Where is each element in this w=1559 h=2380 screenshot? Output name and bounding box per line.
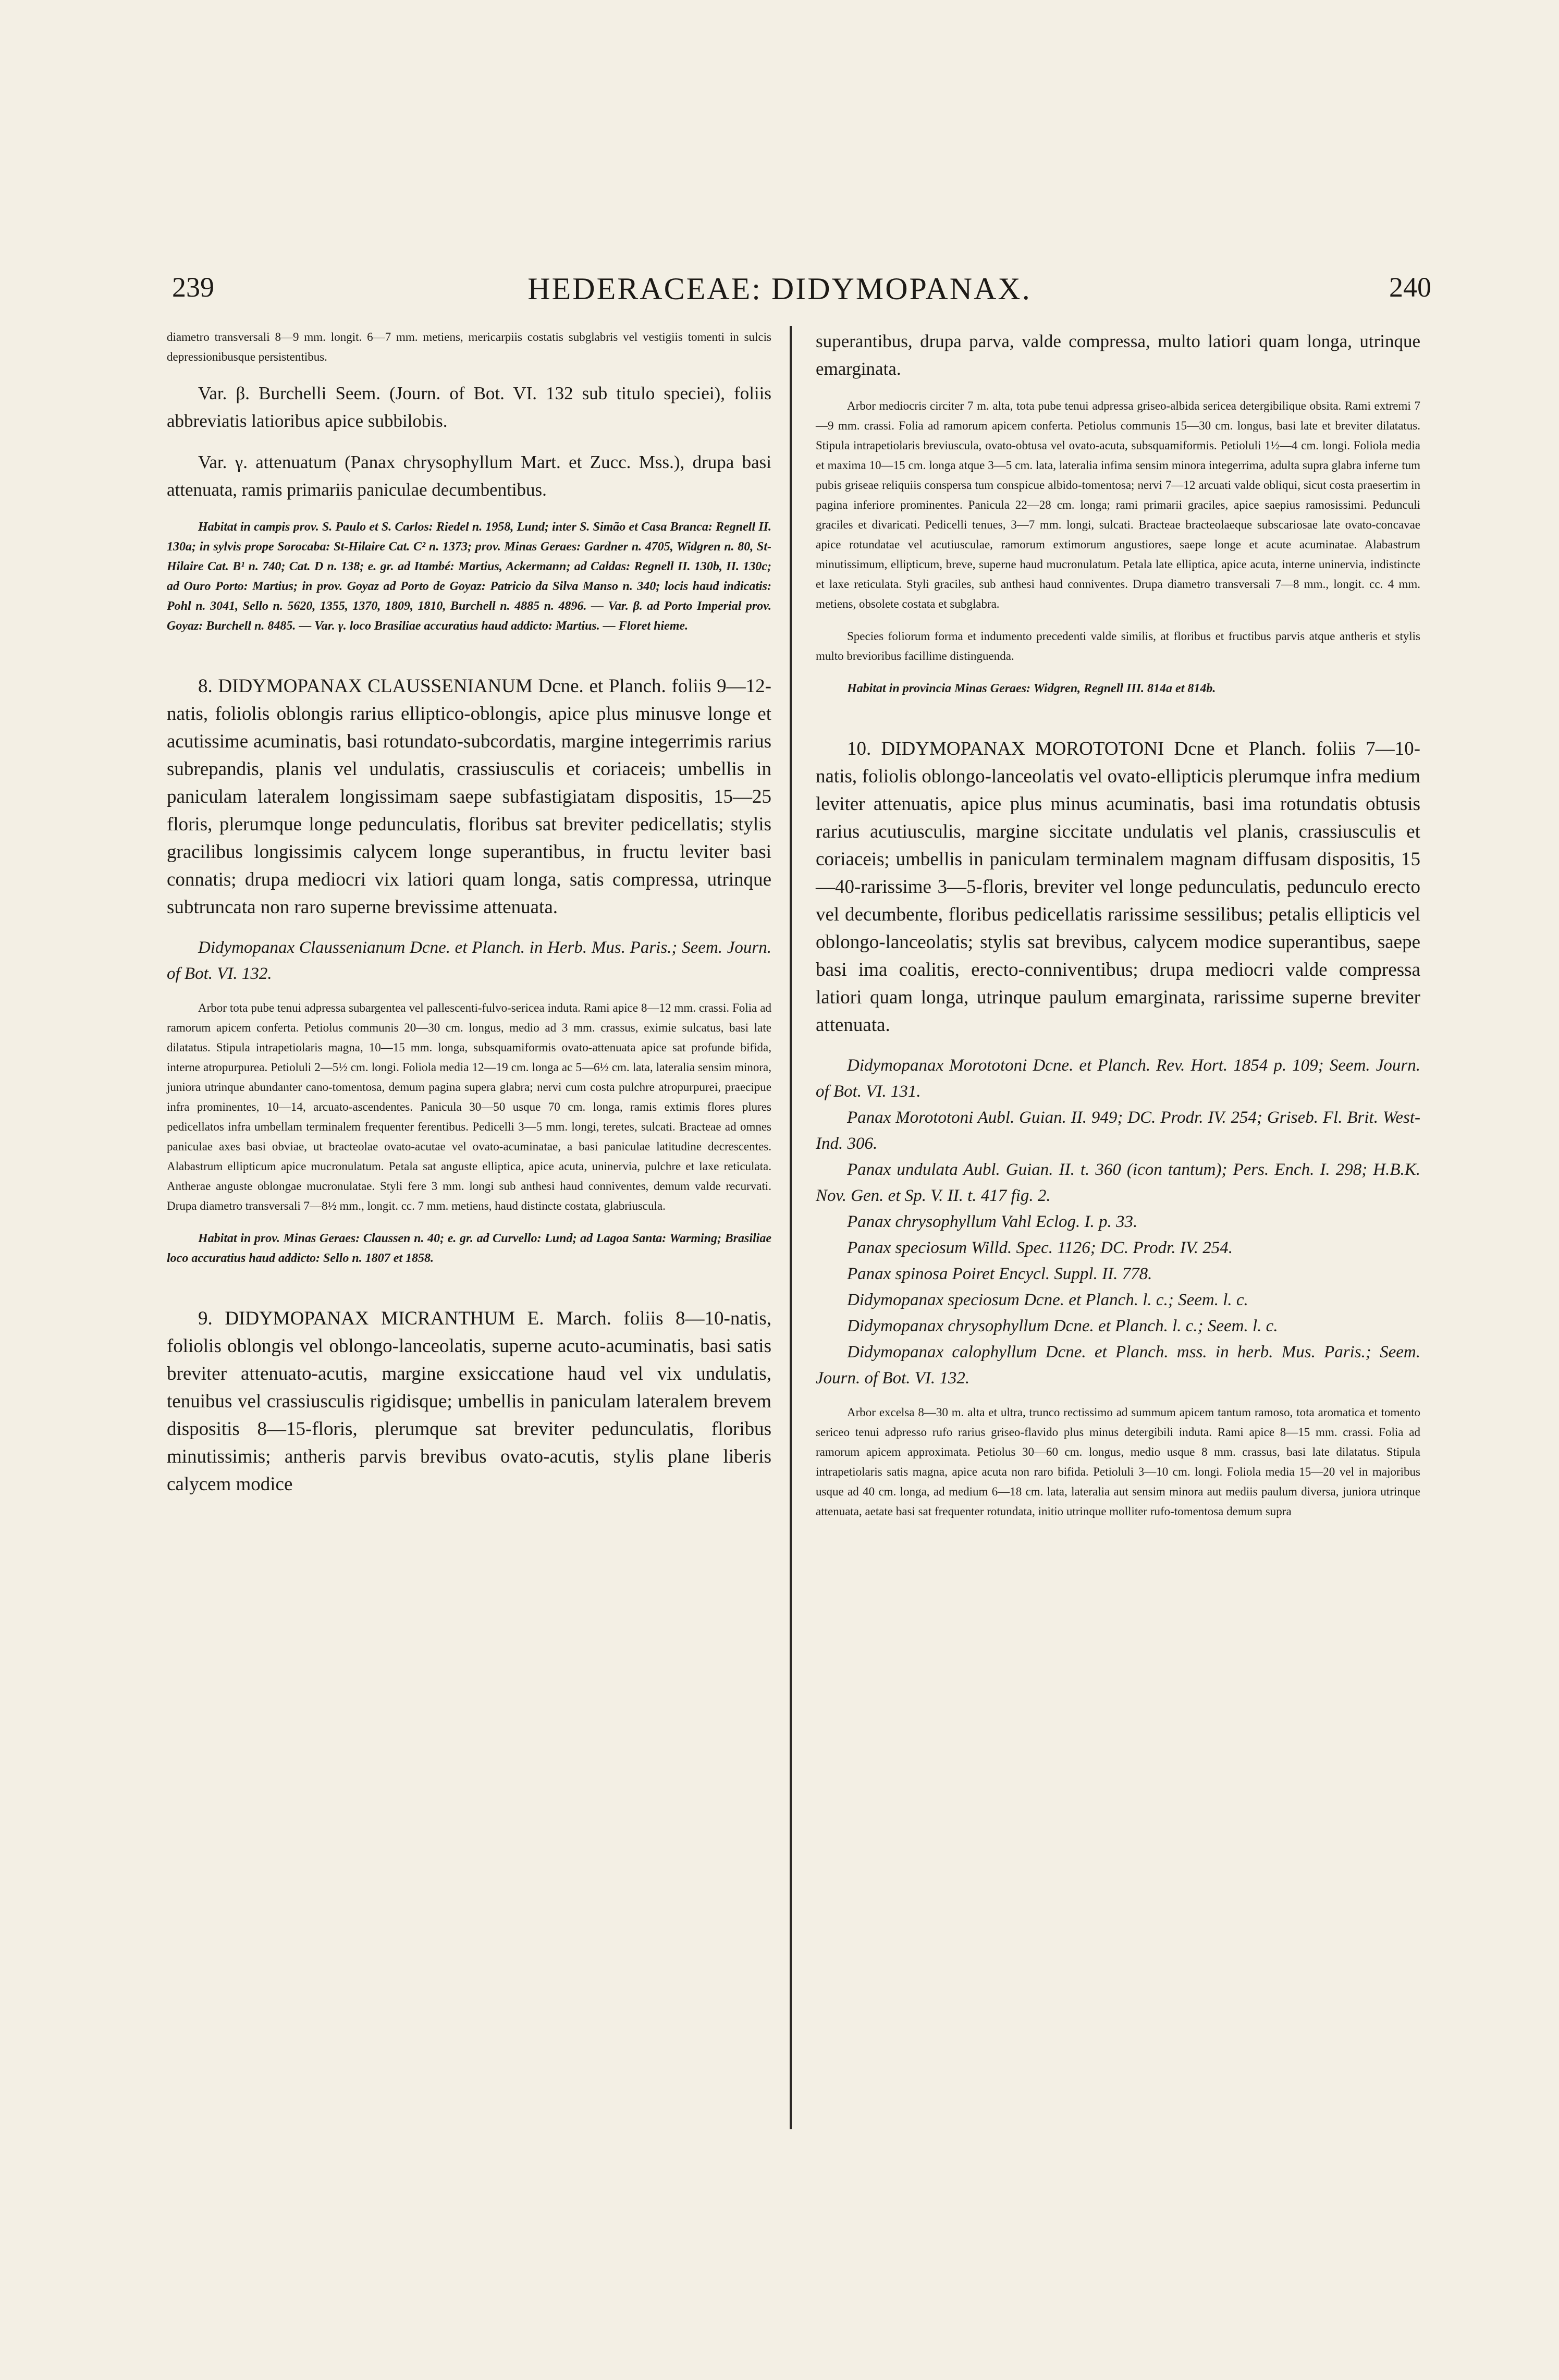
variety-gamma: Var. γ. attenuatum (Panax chrysophyllum Mart. et Zucc. Mss.), drupa basi attenuata, ramis primariis paniculae decumbentibus.: [167, 452, 771, 500]
synonym-line: Panax Morototoni Aubl. Guian. II. 949; DC. Prodr. IV. 254; Griseb. Fl. Brit. West-Ind. 306.: [816, 1108, 1420, 1153]
species-8-synonymy: Didymopanax Claussenianum Dcne. et Planch. in Herb. Mus. Paris.; Seem. Journ. of Bot. VI. 132.: [167, 938, 771, 983]
species-8-description: Arbor tota pube tenui adpressa subargentea vel pallescenti-fulvo-sericea induta. Rami apice 8—12 mm. crassi. Folia ad ramorum apicem conferta. Petiolus communis 20—30 cm. longus, medio ad 3 mm. crassus, eximie sulcatus, basi late dilatatus. Stipula intrapetiolaris magna, 10—15 mm. longa, subsquamiformis ovato-attenuata apice sat profunde bifida, interne atropurpurea. Petioluli 2—5½ cm. longi. Foliola media 12—19 cm. longa ac 5—6½ cm. lata, lateralia sensim minora, juniora utrinque abundanter cano-tomentosa, demum pagina supera glabra; nervi cum costa pulchre atropurpurei, praecipue infra prominentes, 10—14, arcuato-ascendentes. Panicula 30—50 usque 70 cm. longa, ramis extimis flores plures pedicellatos infra umbellam terminalem frequenter ferentibus. Pedicelli 3—5 mm. longi, teretes, sulcati. Bracteae ad omnes paniculae axes basi obviae, ut bracteolae ovato-acutae vel ovato-acuminatae, a basi paniculae latitudine decrescentes. Alabastrum ellipticum apice mucronulatum. Petala sat anguste elliptica, apice acuta, uninervia, pulchre et laxe reticulata. Antherae anguste oblongae mucronulatae. Styli fere 3 mm. longi sub anthesi haud conniventes, demum valde recurvati. Drupa diametro transversali 7—8½ mm., longit. cc. 7 mm. metiens, haud distincte costata, glabriuscula.: [167, 1001, 771, 1212]
species-10-synonymy: [816, 1052, 1420, 1391]
spacer: [167, 1284, 771, 1305]
habitat-species-9: Habitat in provincia Minas Geraes: Widgren, Regnell III. 814a et 814b.: [847, 682, 1216, 695]
species-9-diagnosis-continued: superantibus, drupa parva, valde compressa, multo latiori quam longa, utrinque emarginata.: [816, 331, 1420, 379]
habitat-species-7: Habitat in campis prov. S. Paulo et S. Carlos: Riedel n. 1958, Lund; inter S. Simão et Casa Branca: Regnell II. 130a; in sylvis prope Sorocaba: St-Hilaire Cat. C² n. 1373; prov. Minas Geraes: Gardner n. 4705, Widgren n. 80, St-Hilaire Cat. B¹ n. 740; Cat. D n. 138; e. gr. ad Itambé: Martius, Ackermann; ad Caldas: Regnell II. 130b, II. 130c; ad Ouro Porto: Martius; in prov. Goyaz ad Porto de Goyaz: Patricio da Silva Manso n. 340; locis haud indicatis: Pohl n. 3041, Sello n. 5620, 1355, 1370, 1809, 1810, Burchell n. 4885 n. 4896. — Var. β. ad Porto Imperial prov. Goyaz: Burchell n. 8485. — Var. γ. loco Brasiliae accuratius haud addicto: Martius. — Floret hieme.: [167, 520, 771, 633]
spacer: [816, 714, 1420, 735]
page-number-left: 239: [172, 272, 214, 303]
running-title: HEDERACEAE: DIDYMOPANAX.: [527, 272, 1032, 306]
synonym-line: Didymopanax Morototoni Dcne. et Planch. Rev. Hort. 1854 p. 109; Seem. Journ. of Bot. VI. 131.: [816, 1056, 1420, 1101]
species-10-description: Arbor excelsa 8—30 m. alta et ultra, trunco rectissimo ad summum apicem tantum ramoso, tota aromatica et tomento sericeo tenui adpresso rufo rarius griseo-flavido plus minus detergibili induta. Rami apice 8—15 mm. crassi. Folia ad ramorum apicem approximata. Petiolus 30—60 cm. longus, medio usque 8 mm. crassus, basi late dilatatus. Stipula intrapetiolaris satis magna, apice acuta non raro bifida. Petioluli 3—10 cm. longi. Foliola media 15—20 vel in majoribus usque ad 40 cm. longa, ad medium 6—18 cm. lata, lateralia aut sensim minora aut mediis paulum diversa, juniora utrinque attenuata, aetate basi sat frequenter rotundata, initio utrinque molliter rufo-tomentosa demum supra: [816, 1406, 1420, 1518]
variety-beta: Var. β. Burchelli Seem. (Journ. of Bot. VI. 132 sub titulo speciei), foliis abbreviatis latioribus apice subbilobis.: [167, 383, 771, 431]
synonym-line: Didymopanax speciosum Dcne. et Planch. l. c.; Seem. l. c.: [847, 1291, 1248, 1309]
synonym-line: Panax speciosum Willd. Spec. 1126; DC. Prodr. IV. 254.: [847, 1238, 1233, 1257]
left-column: [167, 327, 771, 1512]
synonym-line: Panax undulata Aubl. Guian. II. t. 360 (icon tantum); Pers. Ench. I. 298; H.B.K. Nov. Gen. et Sp. V. II. t. 417 fig. 2.: [816, 1160, 1420, 1205]
synonym-line: Panax chrysophyllum Vahl Eclog. I. p. 33.: [847, 1212, 1138, 1231]
synonym-line: Didymopanax calophyllum Dcne. et Planch. mss. in herb. Mus. Paris.; Seem. Journ. of Bot. VI. 132.: [816, 1343, 1420, 1388]
species-9-description: Arbor mediocris circiter 7 m. alta, tota pube tenui adpressa griseo-albida sericea detergibilique obsita. Rami extremi 7—9 mm. crassi. Folia ad ramorum apicem conferta. Petiolus communis 15—30 cm. longus, basi late et breviter dilatatus. Stipula intrapetiolaris breviuscula, ovato-obtusa vel ovato-acuta, subsquamiformis. Petioluli 1½—4 cm. longi. Foliola media et maxima 10—15 cm. longa atque 3—5 cm. lata, lateralia infima sensim minora integerrima, adulta supra glabra inferne tum pubis griseae reliquiis conspersa tum conspicue albido-tomentosa; nervi 7—12 arcuati valde obliqui, sicut costa praesertim in pagina inferiore prominentes. Panicula 22—28 cm. longa; rami primarii graciles, apice saepius ramosissimi. Pedunculi graciles et divaricati. Pedicelli tenues, 3—7 mm. longi, sulcati. Bracteae bracteolaeque subscariosae late ovato-concavae apice rotundatae vel acutiusculae, ramorum extimorum angustiores, saepe longe et acute acuminatae. Alabastrum minutissimum, ellipticum, breve, superne haud mucronulatum. Petala late elliptica, apice acuta, interne uninervia, indistincte et laxe reticulata. Styli graciles, sub anthesi haud conniventes. Drupa diametro transversali 7—8 mm., longit. cc. 4 mm. metiens, obsolete costata et subglabra.: [816, 399, 1420, 610]
page-number-right: 240: [1389, 272, 1431, 303]
species-9-diagnosis: 9. DIDYMOPANAX MICRANTHUM E. March. foliis 8—10-natis, foliolis oblongis vel oblongo-lanceolatis, superne acuto-acuminatis, basi satis breviter attenuato-acutis, margine exsiccatione haud vel vix undulatis, tenuibus vel crassiusculis rigidisque; umbellis in paniculam lateralem brevem dispositis 8—15-floris, plerumque sat breviter pedunculatis, floribus minutissimis; antheris parvis brevibus ovato-acutis, stylis plane liberis calycem modice: [167, 1308, 771, 1495]
species-10-diagnosis: 10. DIDYMOPANAX MOROTOTONI Dcne et Planch. foliis 7—10-natis, foliolis oblongo-lanceolatis vel ovato-ellipticis plerumque infra medium leviter attenuatis, apice plus minus acuminatis, basi ima rotundatis obtusis rarius acutiusculis, margine siccitate undulatis vel planis, crassiusculis et coriaceis; umbellis in paniculam terminalem magnam diffusam dispositis, 15—40-rarissime 3—5-floris, breviter vel longe pedunculatis, pedunculo erecto vel decumbente, floribus pedicellatis rarissime sessilibus; petalis ellipticis vel oblongo-lanceolatis; stylis sat brevibus, calycem modice superantibus, saepe basi ima coalitis, erecto-conniventibus; drupa mediocri valde compressa latiori quam longa, utrinque paulum emarginata, rarissime superne breviter attenuata.: [816, 738, 1420, 1036]
synonym-line: Panax spinosa Poiret Encycl. Suppl. II. 778.: [847, 1265, 1152, 1283]
species-8-diagnosis: 8. DIDYMOPANAX CLAUSSENIANUM Dcne. et Planch. foliis 9—12-natis, foliolis oblongis rarius elliptico-oblongis, apice plus minusve longe et acutissime acuminatis, basi rotundato-subcordatis, margine integerrimis rarius subrepandis, planis vel undulatis, crassiusculis et coriaceis; umbellis in paniculam lateralem longissimam saepe subfastigiatam dispositis, 15—25 floris, plerumque longe pedunculatis, floribus sat breviter pedicellatis; stylis gracilibus longissimis calycem longe superantibus, in fructu leviter basi connatis; drupa mediocri vix latiori quam longa, satis compressa, utrinque subtruncata non raro superne brevissime attenuata.: [167, 676, 771, 918]
spacer: [167, 652, 771, 672]
synonym-line: Didymopanax chrysophyllum Dcne. et Planch. l. c.; Seem. l. c.: [847, 1317, 1278, 1335]
habitat-species-8: Habitat in prov. Minas Geraes: Claussen n. 40; e. gr. ad Curvello: Lund; ad Lagoa Santa: Warming; Brasiliae loco accuratius haud addicto: Sello n. 1807 et 1858.: [167, 1232, 771, 1265]
right-column: [816, 327, 1420, 1534]
continued-description: diametro transversali 8—9 mm. longit. 6—7 mm. metiens, mericarpiis costatis subglabris vel vestigiis tomenti in sulcis depressionibusque persistentibus.: [167, 330, 771, 363]
species-9-note: Species foliorum forma et indumento precedenti valde similis, at floribus et fructibus parvis atque antheris et stylis multo brevioribus facillime distinguenda.: [816, 630, 1420, 663]
running-header: [0, 271, 1559, 318]
column-divider: [790, 326, 792, 2129]
